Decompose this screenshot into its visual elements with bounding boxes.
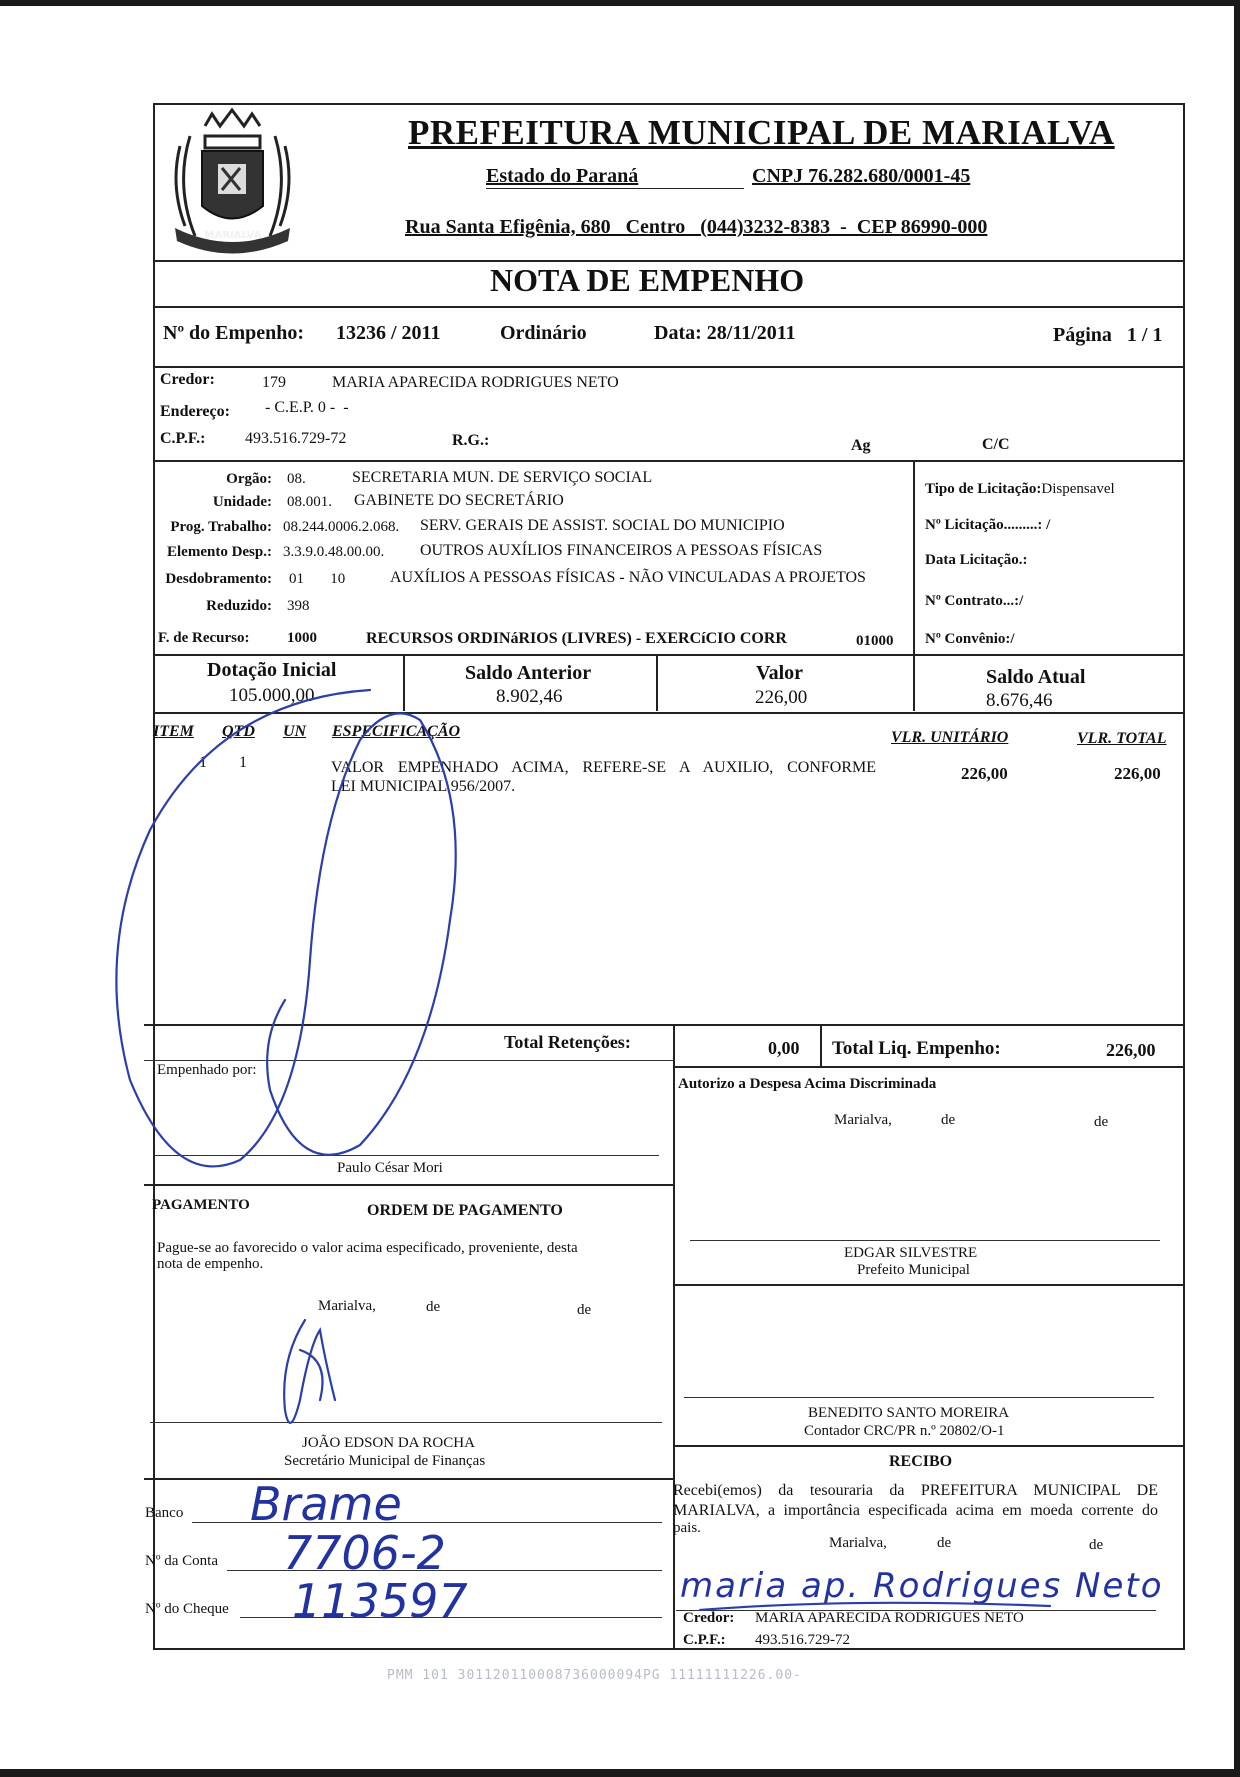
budget-row-description: SECRETARIA MUN. DE SERVIÇO SOCIAL bbox=[352, 469, 653, 486]
liquido-value: 226,00 bbox=[1106, 1040, 1156, 1060]
item-desc-line1: VALOR EMPENHADO ACIMA, REFERE-SE A AUXILIO, CONFORME bbox=[331, 759, 876, 776]
numero-convenio: Nº Convênio:/ bbox=[925, 631, 1015, 647]
empenhado-signer: Paulo César Mori bbox=[337, 1160, 443, 1176]
cnpj: CNPJ 76.282.680/0001-45 bbox=[752, 165, 971, 187]
secretario-title: Secretário Municipal de Finanças bbox=[284, 1453, 486, 1469]
crest-banner-text: MARIALVA bbox=[204, 230, 262, 241]
recibo-text-line1: Recebi(emos) da tesouraria da PREFEITURA MUNICIPAL DE bbox=[673, 1482, 1158, 1499]
budget-row-code: 08. bbox=[287, 471, 306, 487]
banco-handwritten: Brame bbox=[250, 1477, 402, 1531]
secretario-name: JOÃO EDSON DA ROCHA bbox=[302, 1435, 475, 1451]
recurso-label: F. de Recurso: bbox=[158, 630, 250, 646]
budget-row-label: Elemento Desp.: bbox=[167, 544, 272, 560]
recibo-credor-label: Credor: bbox=[683, 1610, 735, 1626]
retencoes-label: Total Retenções: bbox=[504, 1032, 631, 1052]
cc-label: C/C bbox=[982, 436, 1010, 453]
valor-label: Valor bbox=[756, 662, 804, 684]
footer-stamp: PMM 101 301120110008736000094PG 11111111226.00- bbox=[387, 1668, 802, 1683]
dotacao-label: Dotação Inicial bbox=[207, 659, 337, 681]
contador-title: Contador CRC/PR n.º 20802/O-1 bbox=[804, 1423, 1005, 1439]
item-number: 1 bbox=[199, 754, 207, 771]
recurso-code: 1000 bbox=[287, 630, 317, 646]
budget-row-description: SERV. GERAIS DE ASSIST. SOCIAL DO MUNICIPIO bbox=[420, 517, 785, 534]
autorizo-de1: de bbox=[941, 1112, 956, 1128]
prefeito-name: EDGAR SILVESTRE bbox=[844, 1245, 978, 1261]
budget-row-description: GABINETE DO SECRETÁRIO bbox=[354, 492, 564, 509]
pagamento-text-line2: nota de empenho. bbox=[157, 1256, 264, 1272]
address-label: Endereço: bbox=[160, 403, 230, 420]
col-qtd: QTD bbox=[222, 723, 255, 740]
tipo-licitacao: Tipo de Licitação:Dispensavel bbox=[925, 481, 1115, 497]
cheque-handwritten: 113597 bbox=[292, 1574, 468, 1628]
item-qtd: 1 bbox=[239, 754, 247, 771]
document-title: NOTA DE EMPENHO bbox=[490, 262, 805, 298]
col-item: ITEM bbox=[153, 723, 194, 740]
budget-row-label: Orgão: bbox=[226, 471, 272, 487]
credor-label: Credor: bbox=[160, 371, 215, 388]
autorizo-title: Autorizo a Despesa Acima Discriminada bbox=[678, 1076, 937, 1092]
budget-row-code: 08.001. bbox=[287, 494, 332, 510]
prefeito-title: Prefeito Municipal bbox=[857, 1262, 970, 1278]
state-name: Estado do Paraná bbox=[486, 165, 639, 187]
col-un: UN bbox=[283, 723, 307, 740]
item-unit-value: 226,00 bbox=[961, 764, 1008, 783]
retencoes-value: 0,00 bbox=[768, 1038, 800, 1058]
pagamento-place: Marialva, bbox=[318, 1298, 376, 1314]
pagamento-text-line1: Pague-se ao favorecido o valor acima especificado, proveniente, desta bbox=[157, 1240, 578, 1256]
rg-label: R.G.: bbox=[452, 432, 490, 449]
org-name: PREFEITURA MUNICIPAL DE MARIALVA bbox=[408, 113, 1115, 152]
item-total-value: 226,00 bbox=[1114, 764, 1161, 783]
recurso-number: 01000 bbox=[856, 633, 894, 649]
saldo-atual-label: Saldo Atual bbox=[986, 666, 1086, 688]
data-licitacao: Data Licitação.: bbox=[925, 552, 1028, 568]
ordem-pagamento-title: ORDEM DE PAGAMENTO bbox=[367, 1202, 563, 1219]
budget-row-description: AUXÍLIOS A PESSOAS FÍSICAS - NÃO VINCULADAS A PROJETOS bbox=[390, 569, 866, 586]
contador-name: BENEDITO SANTO MOREIRA bbox=[808, 1405, 1010, 1421]
recurso-desc: RECURSOS ORDINáRIOS (LIVRES) - EXERCíCIO CORR bbox=[366, 630, 787, 647]
recibo-place: Marialva, bbox=[829, 1535, 887, 1551]
saldo-atual-value: 8.676,46 bbox=[986, 690, 1053, 711]
credor-signature-flourish bbox=[700, 1603, 1050, 1610]
credor-cpf: 493.516.729-72 bbox=[245, 430, 347, 447]
conta-handwritten: 7706-2 bbox=[283, 1526, 446, 1580]
budget-row-description: OUTROS AUXÍLIOS FINANCEIROS A PESSOAS FÍSICAS bbox=[420, 542, 823, 559]
recibo-title: RECIBO bbox=[889, 1453, 953, 1470]
col-valor-unitario: VLR. UNITÁRIO bbox=[891, 729, 1009, 746]
ag-label: Ag bbox=[851, 437, 871, 454]
budget-row-label: Desdobramento: bbox=[165, 571, 272, 587]
liquido-label: Total Liq. Empenho: bbox=[832, 1038, 1001, 1059]
credor-name: MARIA APARECIDA RODRIGUES NETO bbox=[332, 374, 619, 391]
pagamento-de2: de bbox=[577, 1302, 592, 1318]
col-valor-total: VLR. TOTAL bbox=[1077, 730, 1167, 747]
numero-contrato: Nº Contrato...:/ bbox=[925, 593, 1024, 609]
address-line: Rua Santa Efigênia, 680 Centro (044)3232-8383 - CEP 86990-000 bbox=[405, 216, 988, 238]
col-especificacao: ESPECIFICAÇÃO bbox=[332, 723, 461, 740]
budget-row-label: Reduzido: bbox=[206, 598, 272, 614]
recibo-text-line3: pais. bbox=[673, 1520, 701, 1536]
budget-row-code: 08.244.0006.2.068. bbox=[283, 519, 400, 535]
saldo-anterior-value: 8.902,46 bbox=[496, 686, 563, 707]
item-desc-line2: LEI MUNICIPAL 956/2007. bbox=[331, 778, 516, 795]
secretario-signature bbox=[284, 1320, 335, 1423]
saldo-anterior-label: Saldo Anterior bbox=[465, 662, 592, 684]
empenho-type: Ordinário bbox=[500, 322, 587, 344]
page-number: Página 1 / 1 bbox=[1053, 324, 1163, 346]
recibo-credor-name: MARIA APARECIDA RODRIGUES NETO bbox=[755, 1610, 1024, 1626]
budget-row-label: Unidade: bbox=[212, 494, 272, 510]
banco-label: Banco bbox=[145, 1505, 184, 1521]
pen-loop-mark bbox=[116, 690, 455, 1166]
pagamento-de1: de bbox=[426, 1299, 441, 1315]
cpf-label: C.P.F.: bbox=[160, 430, 206, 447]
recibo-de1: de bbox=[937, 1535, 952, 1551]
numero-licitacao: Nº Licitação.........: / bbox=[925, 517, 1051, 533]
recibo-cpf-label: C.P.F.: bbox=[683, 1632, 726, 1648]
credor-signature: maria ap. Rodrigues Neto bbox=[680, 1566, 1164, 1606]
empenhado-label: Empenhado por: bbox=[157, 1062, 257, 1078]
dotacao-value: 105.000,00 bbox=[229, 685, 315, 706]
budget-row-code: 3.3.9.0.48.00.00. bbox=[283, 544, 385, 560]
autorizo-place: Marialva, bbox=[834, 1112, 892, 1128]
credor-address: - C.E.P. 0 - - bbox=[265, 399, 349, 416]
budget-row-label: Prog. Trabalho: bbox=[170, 519, 272, 535]
budget-row-code: 398 bbox=[287, 598, 310, 614]
recibo-text-line2: MARIALVA, a importância especificada acima em moeda corrente do bbox=[673, 1502, 1158, 1519]
credor-code: 179 bbox=[262, 374, 286, 391]
recibo-de2: de bbox=[1089, 1537, 1104, 1553]
cheque-label: Nº do Cheque bbox=[145, 1601, 229, 1617]
recibo-cpf: 493.516.729-72 bbox=[755, 1632, 850, 1648]
budget-row-code: 01 10 bbox=[289, 571, 346, 587]
empenho-number-label: Nº do Empenho: bbox=[163, 322, 305, 344]
empenho-number: 13236 / 2011 bbox=[336, 322, 441, 344]
conta-label: Nº da Conta bbox=[145, 1553, 218, 1569]
valor-value: 226,00 bbox=[755, 687, 808, 708]
pagamento-label: PAGAMENTO bbox=[152, 1197, 250, 1213]
autorizo-de2: de bbox=[1094, 1114, 1109, 1130]
empenho-date: Data: 28/11/2011 bbox=[654, 322, 796, 344]
